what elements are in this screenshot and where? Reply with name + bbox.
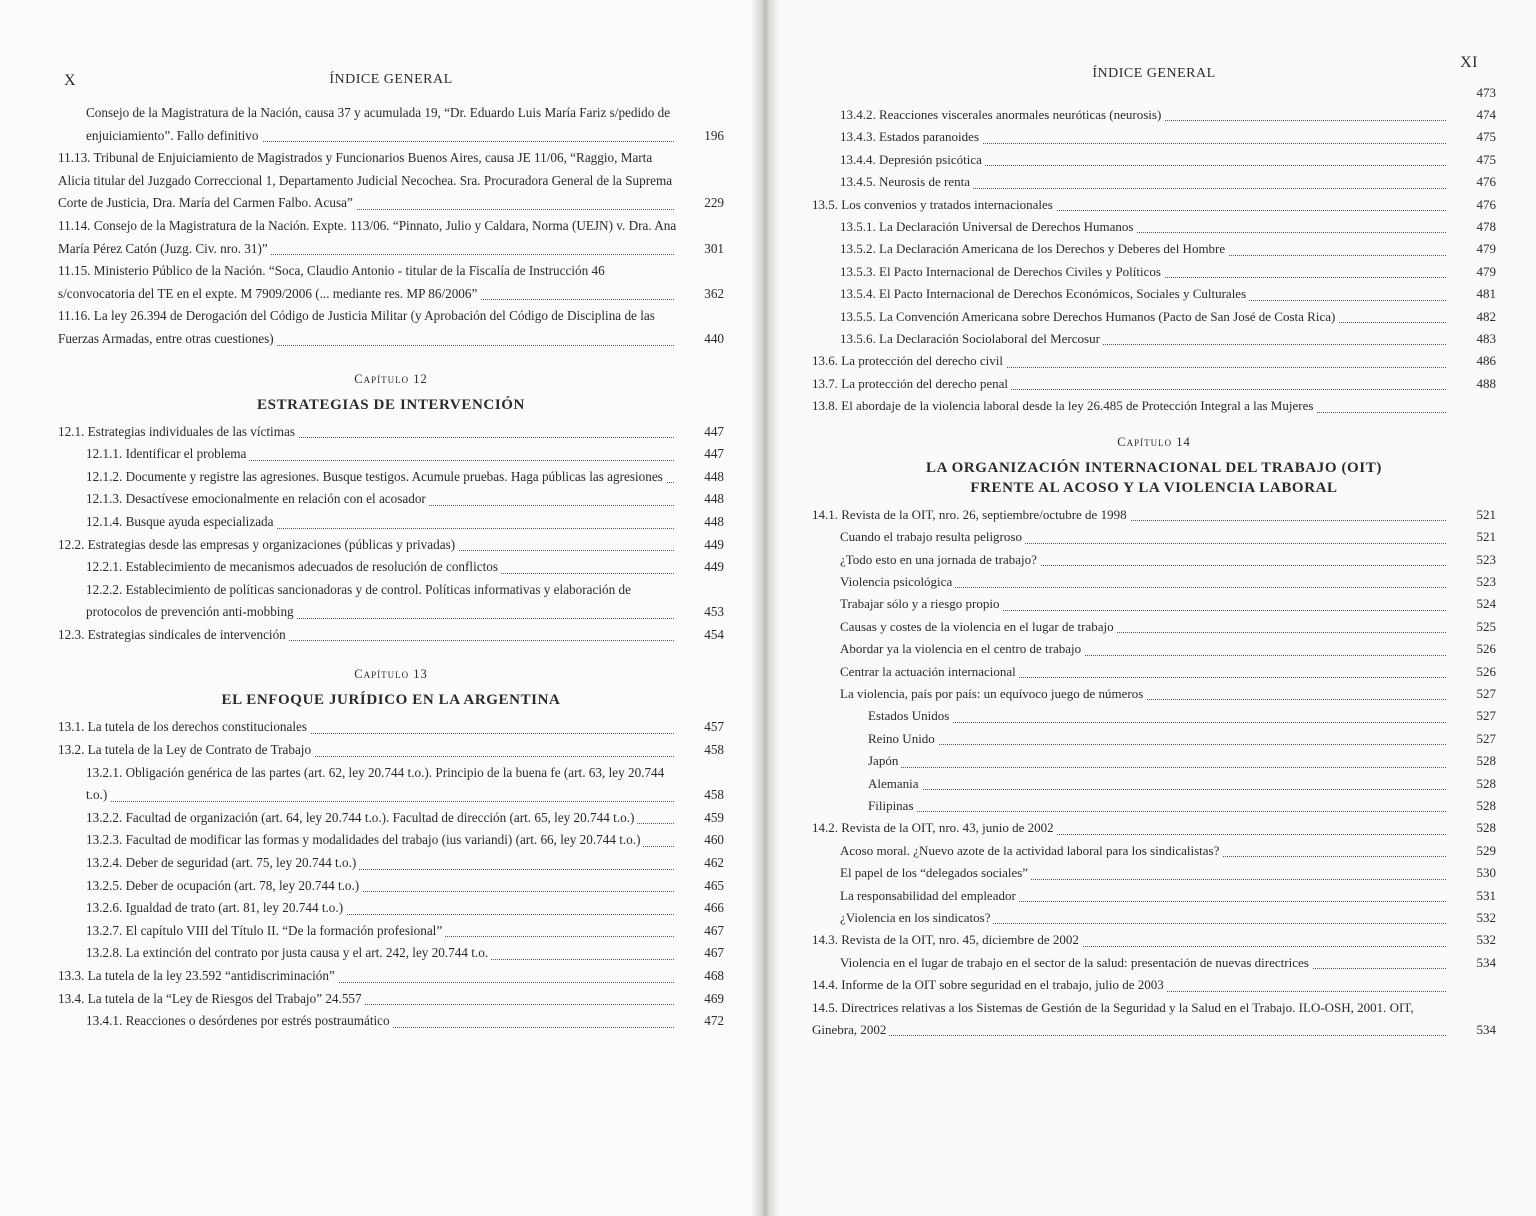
toc-entry-title: 13.4.2. Reacciones viscerales anormales neuróticas (neurosis) xyxy=(840,107,1164,122)
toc-entry-title: 14.2. Revista de la OIT, nro. 43, junio de 2002 xyxy=(812,820,1057,835)
toc-entry xyxy=(812,705,1496,727)
toc-entry-title: 14.3. Revista de la OIT, nro. 45, diciembre de 2002 xyxy=(812,932,1082,947)
toc-entry-text-wrap xyxy=(840,638,1450,660)
toc-page-number: 448 xyxy=(704,468,724,484)
toc-entry-text-wrap xyxy=(86,852,678,875)
toc-entry-title: 13.5.2. La Declaración Americana de los Derechos y Deberes del Hombre xyxy=(840,241,1228,256)
toc-entry xyxy=(58,466,724,489)
toc-entry xyxy=(58,716,724,739)
toc-page-number: 523 xyxy=(1476,573,1496,589)
chapter-heading xyxy=(58,664,724,710)
toc-entry-text-wrap xyxy=(86,897,678,920)
toc-entry xyxy=(58,579,724,624)
toc-entry-text-wrap xyxy=(58,988,678,1011)
toc-entry xyxy=(812,261,1496,283)
toc-entry xyxy=(58,852,724,875)
toc-entry-title: 14.1. Revista de la OIT, nro. 26, septiembre/octubre de 1998 xyxy=(812,507,1130,522)
toc-page-number: 459 xyxy=(704,809,724,825)
toc-entry-title: Cuando el trabajo resulta peligroso xyxy=(840,529,1025,544)
toc-page-number: 528 xyxy=(1476,753,1496,769)
toc-entry-title: 12.3. Estrategias sindicales de intervención xyxy=(58,627,289,642)
toc-entry-text-wrap xyxy=(868,728,1450,750)
left-page xyxy=(0,0,760,1216)
toc-entry-text-wrap xyxy=(840,616,1450,638)
toc-page-number: 476 xyxy=(1476,196,1496,212)
toc-entry xyxy=(58,102,724,147)
toc-entry-title: 13.2.5. Deber de ocupación (art. 78, ley 20.744 t.o.) xyxy=(86,878,362,893)
toc-entry xyxy=(812,171,1496,193)
toc-entry-title: Centrar la actuación internacional xyxy=(840,664,1019,679)
toc-entry xyxy=(58,942,724,965)
toc-page-number: 488 xyxy=(1476,375,1496,391)
toc-page-number: 527 xyxy=(1476,708,1496,724)
toc-page-number: 196 xyxy=(704,127,724,143)
toc-entry-title: 12.1.2. Documente y registre las agresiones. Busque testigos. Acumule pruebas. Haga públicas las agresiones xyxy=(86,469,666,484)
toc-entry xyxy=(812,126,1496,148)
toc-entry xyxy=(58,897,724,920)
chapter-heading xyxy=(812,432,1496,498)
toc-entry-text-wrap xyxy=(812,974,1450,996)
toc-entry-title: 13.4. La tutela de la “Ley de Riesgos del Trabajo” 24.557 xyxy=(58,991,365,1006)
toc-entry-title: 11.15. Ministerio Público de la Nación. “Soca, Claudio Antonio - titular de la Fiscalía de Instrucción 46 s/convocatoria del TE en el expte. M 7909/2006 (... mediante res. MP 86/2006” xyxy=(58,263,605,301)
toc-page-number: 448 xyxy=(704,491,724,507)
toc-entry xyxy=(812,661,1496,683)
toc-entry-title: La responsabilidad del empleador xyxy=(840,888,1019,903)
toc-entry-text-wrap xyxy=(840,126,1450,148)
toc-entry xyxy=(812,929,1496,951)
right-page xyxy=(760,0,1536,1216)
toc-entry-title: 13.6. La protección del derecho civil xyxy=(812,353,1006,368)
chapter-label: Capítulo 12 xyxy=(354,371,428,386)
toc-entry xyxy=(812,616,1496,638)
toc-page-number: 532 xyxy=(1476,932,1496,948)
toc-list xyxy=(58,421,724,647)
toc-page-number: 531 xyxy=(1476,887,1496,903)
toc-page-number: 523 xyxy=(1476,551,1496,567)
toc-entry-text-wrap xyxy=(58,534,678,557)
toc-entry-title: ¿Violencia en los sindicatos? xyxy=(840,910,993,925)
toc-entry-text-wrap xyxy=(58,716,678,739)
toc-page-number: 524 xyxy=(1476,596,1496,612)
toc-page-number: 468 xyxy=(704,968,724,983)
page-folio-left: X xyxy=(64,72,77,89)
toc-entry-text-wrap xyxy=(86,829,678,852)
toc-page-number: 521 xyxy=(1476,529,1496,545)
toc-entry xyxy=(812,306,1496,328)
toc-entry-title: 13.2.8. La extinción del contrato por justa causa y el art. 242, ley 20.744 t.o. xyxy=(86,945,491,960)
toc-entry-title: 11.14. Consejo de la Magistratura de la Nación. Expte. 113/06. “Pinnato, Julio y Caldara, Norma (UEJN) v. Dra. Ana María Pérez Catón (Juzg. Civ. nro. 31)” xyxy=(58,217,677,256)
chapter-label: Capítulo 14 xyxy=(1117,434,1191,449)
toc-entry-text-wrap xyxy=(868,773,1450,795)
toc-entry-title: 13.5. Los convenios y tratados internacionales xyxy=(812,197,1056,212)
toc-entry-title: 12.1.4. Busque ayuda especializada xyxy=(86,514,277,529)
toc-entry xyxy=(58,556,724,579)
toc-entry-text-wrap xyxy=(58,421,678,444)
toc-entry-text-wrap xyxy=(840,104,1450,126)
toc-page-number: 526 xyxy=(1476,641,1496,657)
toc-entry-title: 13.8. El abordaje de la violencia laboral desde la ley 26.485 de Protección Integral a las Mujeres xyxy=(812,398,1316,413)
toc-entry-text-wrap xyxy=(86,920,678,943)
toc-entry-title: 13.2.6. Igualdad de trato (art. 81, ley 20.744 t.o.) xyxy=(86,900,346,915)
toc-entry xyxy=(812,395,1496,417)
toc-page-number: 301 xyxy=(704,240,724,256)
toc-entry-text-wrap xyxy=(58,739,678,762)
toc-entry xyxy=(812,549,1496,571)
toc-entry-title: 13.1. La tutela de los derechos constitucionales xyxy=(58,719,310,734)
toc-entry-text-wrap xyxy=(86,762,678,807)
toc-entry xyxy=(812,283,1496,305)
toc-entry-title: 13.4.5. Neurosis de renta xyxy=(840,174,973,189)
toc-entry xyxy=(58,305,724,350)
chapter-label: Capítulo 13 xyxy=(354,667,428,682)
toc-page-number: 473 xyxy=(1476,85,1496,100)
toc-entry-title: 13.2.1. Obligación genérica de las partes (art. 62, ley 20.744 t.o.). Principio de la buena fe (art. 63, ley 20.744 t.o.) xyxy=(86,764,665,803)
toc-list xyxy=(812,104,1496,418)
toc-entry xyxy=(58,807,724,830)
toc-entry-text-wrap xyxy=(840,261,1450,283)
toc-entry xyxy=(58,829,724,852)
toc-entry-text-wrap xyxy=(840,862,1450,884)
toc-entry-text-wrap xyxy=(812,504,1450,526)
running-head-left xyxy=(58,72,724,102)
toc-page-number: 462 xyxy=(704,855,724,871)
toc-entry-text-wrap xyxy=(840,661,1450,683)
toc-entry-title: 12.2.2. Establecimiento de políticas sancionadoras y de control. Políticas informativas y elaboración de protocolos de prevención anti-mobbing xyxy=(86,581,631,620)
toc-entry-title: 12.1. Estrategias individuales de las víctimas xyxy=(58,424,298,439)
toc-entry-title: Causas y costes de la violencia en el lugar de trabajo xyxy=(840,619,1117,634)
toc-entry-title: Alemania xyxy=(868,776,922,791)
toc-entry-title: Consejo de la Magistratura de la Nación, causa 37 y acumulada 19, “Dr. Eduardo Luis María Fariz s/pedido de enjuiciamiento”. Fallo definitivo xyxy=(86,105,671,143)
toc-entry xyxy=(812,974,1496,996)
toc-entry-text-wrap xyxy=(58,147,678,215)
toc-entry xyxy=(812,350,1496,372)
toc-entry xyxy=(812,840,1496,862)
toc-entry xyxy=(58,511,724,534)
toc-list xyxy=(58,102,724,351)
page-folio-right: XI xyxy=(1460,54,1478,71)
toc-entry xyxy=(58,988,724,1011)
toc-page-number: 474 xyxy=(1476,107,1496,122)
toc-entry xyxy=(812,328,1496,350)
toc-page-number: 229 xyxy=(704,195,724,211)
toc-entry-title: El papel de los “delegados sociales” xyxy=(840,865,1031,880)
toc-page-number: 482 xyxy=(1476,308,1496,324)
toc-entry-title: 11.16. La ley 26.394 de Derogación del Código de Justicia Militar (y Aprobación del Código de Disciplina de las Fuerzas Armadas, entre otras cuestiones) xyxy=(58,308,655,346)
running-title-right: ÍNDICE GENERAL xyxy=(1092,66,1216,81)
toc-entry-text-wrap xyxy=(58,965,678,988)
toc-entry xyxy=(812,997,1496,1042)
toc-entry-text-wrap xyxy=(812,929,1450,951)
toc-entry xyxy=(58,739,724,762)
toc-page-number: 447 xyxy=(704,446,724,462)
toc-page-number: 483 xyxy=(1476,331,1496,347)
toc-entry-text-wrap xyxy=(840,283,1450,305)
toc-list xyxy=(58,716,724,1032)
toc-page-number: 528 xyxy=(1476,797,1496,813)
toc-page-number: 479 xyxy=(1476,263,1496,279)
book-gutter xyxy=(752,0,778,1216)
toc-page-number: 460 xyxy=(704,832,724,848)
toc-entry xyxy=(58,488,724,511)
toc-entry-text-wrap xyxy=(840,571,1450,593)
toc-entry-text-wrap xyxy=(812,817,1450,839)
toc-entry-title: 12.2.1. Establecimiento de mecanismos adecuados de resolución de conflictos xyxy=(86,559,501,574)
toc-entry xyxy=(58,215,724,260)
toc-entry-title: 13.5.3. El Pacto Internacional de Derechos Civiles y Políticos xyxy=(840,264,1164,279)
toc-entry-title: 14.4. Informe de la OIT sobre seguridad en el trabajo, julio de 2003 xyxy=(812,977,1167,992)
chapter-title-line2: FRENTE AL ACOSO Y LA VIOLENCIA LABORAL xyxy=(970,479,1338,496)
toc-entry-title: 13.5.5. La Convención Americana sobre Derechos Humanos (Pacto de San José de Costa Rica) xyxy=(840,309,1338,324)
toc-entry xyxy=(58,534,724,557)
chapter-heading xyxy=(58,369,724,415)
toc-entry-title: 13.4.4. Depresión psicótica xyxy=(840,152,985,167)
toc-entry xyxy=(812,885,1496,907)
toc-entry-title: Filipinas xyxy=(868,798,917,813)
toc-entry-text-wrap xyxy=(86,443,678,466)
toc-entry xyxy=(812,728,1496,750)
toc-entry-title: 12.2. Estrategias desde las empresas y organizaciones (públicas y privadas) xyxy=(58,537,458,552)
toc-page-number: 469 xyxy=(704,990,724,1006)
toc-entry xyxy=(58,920,724,943)
toc-entry-text-wrap xyxy=(86,1010,678,1033)
toc-page-number: 526 xyxy=(1476,663,1496,679)
toc-entry-text-wrap xyxy=(840,952,1450,974)
toc-page-number: 362 xyxy=(704,285,724,301)
toc-entry-text-wrap xyxy=(840,907,1450,929)
toc-entry-title: Violencia psicológica xyxy=(840,574,955,589)
running-title-left: ÍNDICE GENERAL xyxy=(329,72,453,87)
toc-page-number: 440 xyxy=(704,330,724,346)
toc-entry-title: Violencia en el lugar de trabajo en el sector de la salud: presentación de nuevas directrices xyxy=(840,955,1312,970)
toc-entry xyxy=(58,624,724,647)
toc-entry-text-wrap xyxy=(58,305,678,350)
toc-entry xyxy=(58,421,724,444)
toc-entry xyxy=(812,216,1496,238)
toc-page-number: 475 xyxy=(1476,151,1496,167)
chapter-title-line1: LA ORGANIZACIÓN INTERNACIONAL DEL TRABAJO (OIT) xyxy=(926,459,1382,476)
toc-entry xyxy=(812,571,1496,593)
toc-entry-title: Estados Unidos xyxy=(868,708,952,723)
toc-entry-text-wrap xyxy=(840,306,1450,328)
toc-entry-text-wrap xyxy=(840,683,1450,705)
toc-entry-text-wrap xyxy=(58,215,678,260)
toc-entry-title: 13.7. La protección del derecho penal xyxy=(812,376,1011,391)
toc-entry xyxy=(812,194,1496,216)
toc-entry-text-wrap xyxy=(86,875,678,898)
toc-page-number: 476 xyxy=(1476,174,1496,190)
toc-entry xyxy=(812,907,1496,929)
toc-entry xyxy=(58,1010,724,1033)
toc-page-number: 466 xyxy=(704,900,724,916)
toc-entry-title: 13.5.4. El Pacto Internacional de Derechos Económicos, Sociales y Culturales xyxy=(840,286,1249,301)
toc-entry-title: 13.5.6. La Declaración Sociolaboral del Mercosur xyxy=(840,331,1103,346)
toc-entry-text-wrap xyxy=(86,466,678,489)
toc-page-number: 529 xyxy=(1476,842,1496,858)
toc-entry-text-wrap xyxy=(812,350,1450,372)
toc-page-number: 472 xyxy=(704,1013,724,1029)
toc-entry xyxy=(812,683,1496,705)
toc-entry-title: 13.2.2. Facultad de organización (art. 64, ley 20.744 t.o.). Facultad de dirección (art. 65, ley 20.744 t.o.) xyxy=(86,810,637,825)
toc-page-number: 467 xyxy=(704,945,724,961)
toc-entry xyxy=(812,862,1496,884)
toc-entry-title: Reino Unido xyxy=(868,731,938,746)
toc-entry-title: 13.4.1. Reacciones o desórdenes por estrés postraumático xyxy=(86,1013,393,1028)
toc-entry-text-wrap xyxy=(86,511,678,534)
toc-entry-text-wrap xyxy=(86,579,678,624)
toc-entry-text-wrap xyxy=(58,624,678,647)
toc-entry-title: 13.5.1. La Declaración Universal de Derechos Humanos xyxy=(840,219,1136,234)
toc-page-number: 528 xyxy=(1476,775,1496,791)
toc-page-number: 457 xyxy=(704,719,724,735)
toc-entry-text-wrap xyxy=(86,807,678,830)
toc-list xyxy=(812,504,1496,1042)
toc-entry-text-wrap xyxy=(840,885,1450,907)
toc-entry xyxy=(812,373,1496,395)
toc-page-number: 527 xyxy=(1476,730,1496,746)
toc-entry-title: Abordar ya la violencia en el centro de trabajo xyxy=(840,641,1084,656)
toc-entry-text-wrap xyxy=(86,556,678,579)
toc-entry xyxy=(812,952,1496,974)
toc-entry-text-wrap xyxy=(868,795,1450,817)
toc-entry-title: Trabajar sólo y a riesgo propio xyxy=(840,596,1002,611)
toc-page-number: 527 xyxy=(1476,685,1496,701)
toc-page-number: 532 xyxy=(1476,910,1496,925)
toc-entry xyxy=(812,593,1496,615)
chapter-title: ESTRATEGIAS DE INTERVENCIÓN xyxy=(257,396,525,413)
chapter-title: EL ENFOQUE JURÍDICO EN LA ARGENTINA xyxy=(221,692,561,709)
toc-page-number: 486 xyxy=(1476,353,1496,369)
toc-entry xyxy=(812,773,1496,795)
toc-entry-text-wrap xyxy=(58,260,678,305)
toc-entry xyxy=(812,104,1496,126)
toc-page-number: 481 xyxy=(1476,286,1496,302)
running-head-right xyxy=(812,48,1496,81)
toc-entry-title: 12.1.1. Identificar el problema xyxy=(86,446,249,461)
toc-entry-text-wrap xyxy=(86,102,678,147)
toc-page-number: 458 xyxy=(704,787,724,803)
toc-entry xyxy=(812,795,1496,817)
toc-page-number: 447 xyxy=(704,423,724,439)
toc-entry xyxy=(812,504,1496,526)
toc-entry-title: 12.1.3. Desactívese emocionalmente en relación con el acosador xyxy=(86,491,429,506)
toc-entry xyxy=(58,260,724,305)
toc-page-number: 465 xyxy=(704,877,724,893)
toc-entry-text-wrap xyxy=(840,216,1450,238)
toc-entry-text-wrap xyxy=(840,149,1450,171)
toc-entry-title: 13.2.7. El capítulo VIII del Título II. “De la formación profesional” xyxy=(86,923,445,938)
toc-entry-text-wrap xyxy=(840,593,1450,615)
toc-entry-title: La violencia, país por país: un equívoco juego de números xyxy=(840,686,1146,701)
toc-entry-title: ¿Todo esto en una jornada de trabajo? xyxy=(840,552,1040,567)
toc-page-number: 534 xyxy=(1476,1022,1496,1038)
toc-entry xyxy=(812,638,1496,660)
toc-entry-text-wrap xyxy=(840,238,1450,260)
toc-entry-text-wrap xyxy=(812,997,1450,1042)
toc-entry-text-wrap xyxy=(840,171,1450,193)
toc-entry-title: Japón xyxy=(868,753,901,768)
toc-entry xyxy=(812,750,1496,772)
toc-page-number: 449 xyxy=(704,559,724,575)
toc-entry-text-wrap xyxy=(840,328,1450,350)
toc-page-number: 453 xyxy=(704,604,724,620)
toc-entry-title: Acoso moral. ¿Nuevo azote de la actividad laboral para los sindicalistas? xyxy=(840,843,1222,858)
toc-entry-text-wrap xyxy=(868,750,1450,772)
toc-entry-title: 14.5. Directrices relativas a los Sistemas de Gestión de la Seguridad y la Salud en el Trabajo. ILO-OSH, 2001. OIT, Ginebra, 2002 xyxy=(812,999,1414,1038)
toc-page-number: 525 xyxy=(1476,618,1496,634)
toc-page-number: 475 xyxy=(1476,129,1496,145)
toc-entry-text-wrap xyxy=(86,942,678,965)
toc-entry xyxy=(58,443,724,466)
toc-entry xyxy=(812,526,1496,548)
toc-entry-title: 13.4.3. Estados paranoides xyxy=(840,129,982,144)
toc-entry-title: 11.13. Tribunal de Enjuiciamiento de Magistrados y Funcionarios Buenos Aires, causa JE 11/06, “Raggio, Marta Alicia titular del Juzgado Correccional 1, Departamento Judicial Necochea. Sra. Procuradora General de la Suprema Corte de Justicia, Dra. María del Carmen Falbo. Acusa” xyxy=(58,150,673,211)
toc-entry-text-wrap xyxy=(86,488,678,511)
toc-entry-text-wrap xyxy=(840,840,1450,862)
toc-entry-title: 13.2.3. Facultad de modificar las formas y modalidades del trabajo (ius variandi) (art. 66, ley 20.744 t.o.) xyxy=(86,832,643,847)
toc-page-number: 479 xyxy=(1476,241,1496,257)
toc-page-number: 449 xyxy=(704,536,724,552)
toc-entry xyxy=(58,762,724,807)
toc-entry xyxy=(58,875,724,898)
toc-entry-title: 13.2.4. Deber de seguridad (art. 75, ley 20.744 t.o.) xyxy=(86,855,359,870)
toc-entry-title: 13.3. La tutela de la ley 23.592 “antidiscriminación” xyxy=(58,968,338,983)
toc-page-number: 478 xyxy=(1476,219,1496,235)
toc-page-number: 467 xyxy=(704,922,724,938)
toc-page-number: 530 xyxy=(1476,865,1496,881)
toc-page-number: 454 xyxy=(704,626,724,642)
toc-entry-text-wrap xyxy=(868,705,1450,727)
toc-entry xyxy=(812,817,1496,839)
toc-entry xyxy=(812,149,1496,171)
toc-entry-text-wrap xyxy=(812,395,1450,417)
toc-entry xyxy=(812,238,1496,260)
toc-page-number: 458 xyxy=(704,742,724,758)
toc-entry-title: 13.2. La tutela de la Ley de Contrato de Trabajo xyxy=(58,742,314,757)
toc-entry xyxy=(58,965,724,988)
toc-page-number: 534 xyxy=(1476,954,1496,970)
toc-entry-text-wrap xyxy=(812,194,1450,216)
toc-page-number: 521 xyxy=(1476,506,1496,522)
toc-entry-text-wrap xyxy=(840,526,1450,548)
toc-entry-text-wrap xyxy=(812,373,1450,395)
toc-entry-text-wrap xyxy=(840,549,1450,571)
toc-entry xyxy=(58,147,724,215)
toc-page-number: 528 xyxy=(1476,820,1496,836)
toc-page-number: 448 xyxy=(704,513,724,529)
